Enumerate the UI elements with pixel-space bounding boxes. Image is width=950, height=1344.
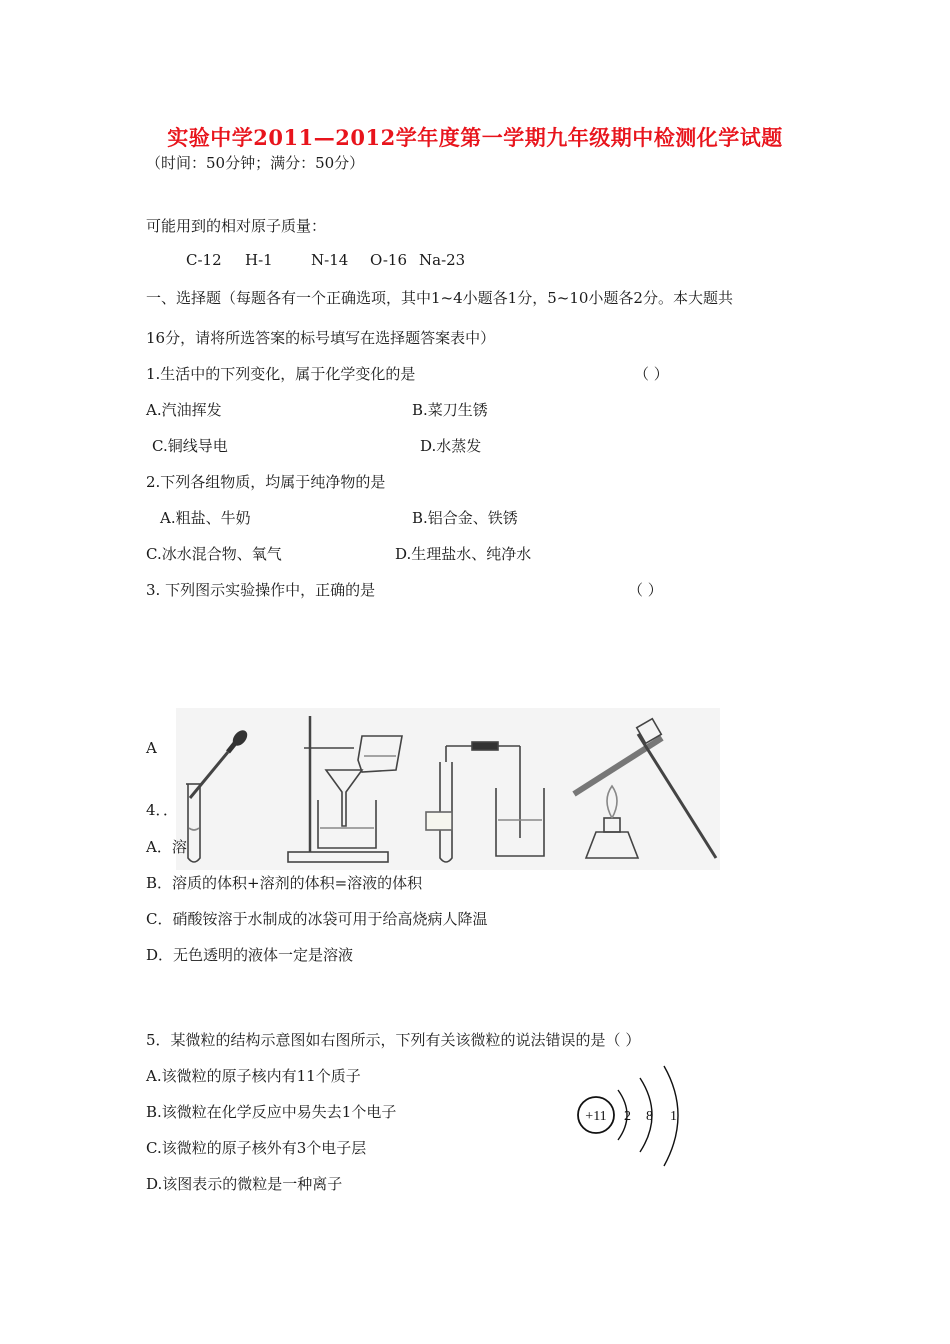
page-title: 实验中学2011—2012学年度第一学期九年级期中检测化学试题 (167, 125, 783, 150)
question-2-option-a: A.粗盐、牛奶 (160, 509, 251, 527)
atomic-mass-label: 可能用到的相对原子质量： (146, 217, 327, 235)
atomic-mass-na: Na-23 (419, 251, 466, 269)
question-5-option-c: C.该微粒的原子核外有3个电子层 (146, 1139, 367, 1157)
atomic-mass-o: O-16 (370, 251, 408, 269)
shell-electrons-2: 8 (646, 1109, 653, 1124)
question-3-label-a: A (146, 739, 157, 757)
atom-structure-diagram (574, 1060, 694, 1170)
question-1-answer-paren: （ ） (634, 365, 669, 383)
question-1-option-a: A.汽油挥发 (146, 401, 222, 419)
section-1-heading: 一、选择题（每题各有一个正确选项，其中1~4小题各1分，5~10小题各2分。本大题共 (146, 289, 733, 307)
atomic-mass-n: N-14 (311, 251, 349, 269)
shell-electrons-1: 2 (624, 1109, 631, 1124)
question-2-option-b: B.铝合金、铁锈 (412, 509, 518, 527)
atomic-mass-h: H-1 (245, 251, 273, 269)
question-3-answer-paren: （ ） (628, 581, 663, 599)
question-1-stem: 1.生活中的下列变化，属于化学变化的是 (146, 365, 416, 383)
lab-operations-figure (176, 708, 720, 870)
question-5-option-a: A.该微粒的原子核内有11个质子 (146, 1067, 361, 1085)
exam-info: （时间：50分钟；满分：50分） (146, 154, 365, 172)
question-1-option-b: B.菜刀生锈 (412, 401, 488, 419)
question-4-option-b: B．溶质的体积+溶剂的体积=溶液的体积 (146, 874, 423, 892)
question-2-stem: 2.下列各组物质，均属于纯净物的是 (146, 473, 386, 491)
question-4-option-d: D．无色透明的液体一定是溶液 (146, 946, 354, 964)
question-5-option-b: B.该微粒在化学反应中易失去1个电子 (146, 1103, 397, 1121)
question-1-option-d: D.水蒸发 (420, 437, 482, 455)
section-1-note: 16分，请将所选答案的标号填写在选择题答案表中） (146, 329, 496, 347)
atomic-mass-c: C-12 (186, 251, 222, 269)
question-1-option-c: C.铜线导电 (152, 437, 228, 455)
question-4-option-a: A．溶 (146, 838, 187, 856)
question-5-stem: 5．某微粒的结构示意图如右图所示，下列有关该微粒的说法错误的是（ ） (146, 1031, 641, 1049)
shell-electrons-3: 1 (670, 1109, 677, 1124)
question-2-option-d: D.生理盐水、纯净水 (395, 545, 532, 563)
question-4-option-c: C．硝酸铵溶于水制成的冰袋可用于给高烧病人降温 (146, 910, 488, 928)
question-3-stem: 3. 下列图示实验操作中，正确的是 (146, 581, 376, 599)
question-4-stem: 4．． (146, 801, 179, 819)
question-5-option-d: D.该图表示的微粒是一种离子 (146, 1175, 343, 1193)
question-2-option-c: C.冰水混合物、氧气 (146, 545, 282, 563)
nucleus-charge: +11 (585, 1109, 607, 1124)
